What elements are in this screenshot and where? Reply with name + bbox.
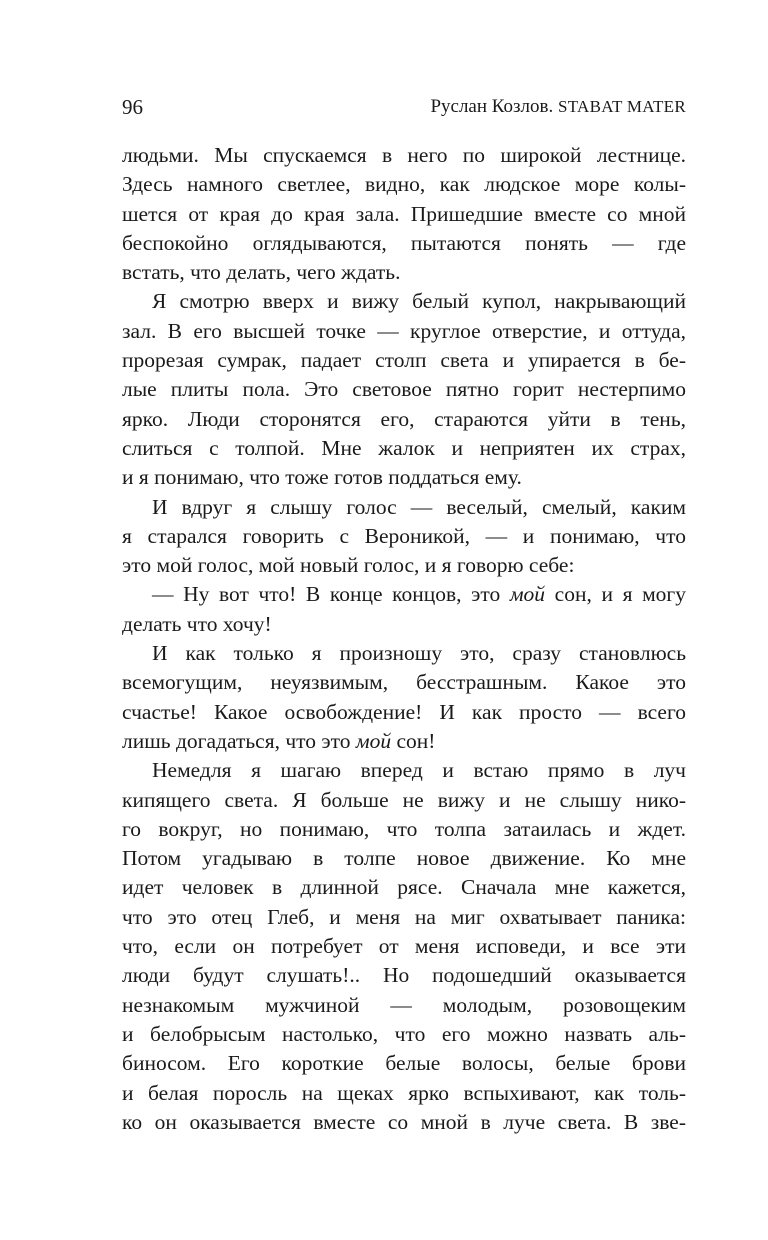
emphasis: мой	[355, 728, 392, 753]
header-book-title: STABAT MATER	[557, 97, 686, 116]
text-line: всемогущим, неуязвимым, бесстрашным. Какое это	[122, 670, 686, 695]
paragraph-6	[122, 756, 686, 1137]
text-line: это мой голос, мой новый голос, и я говорю себе:	[122, 553, 575, 578]
text-line: ко он оказывается вместе со мной в луче света. В зве-	[122, 1109, 686, 1134]
text-line: шется от края до края зала. Пришедшие вместе со мной	[122, 201, 686, 226]
text-line: биносом. Его короткие белые волосы, белые брови	[122, 1051, 686, 1076]
header-author: Руслан Козлов.	[430, 96, 554, 117]
text-line: И вдруг я слышу голос — веселый, смелый, каким	[152, 494, 686, 519]
text-line: ярко. Люди сторонятся его, стараются уйти в тень,	[122, 406, 686, 431]
text-line: людьми. Мы спускаемся в него по широкой лестнице.	[122, 143, 686, 167]
text-line	[122, 580, 686, 609]
text-line: беспокойно оглядываются, пытаются понять — где	[122, 230, 686, 255]
text-line: что, если он потребует от меня исповеди, и все эти	[122, 934, 686, 959]
text-line: что это отец Глеб, и меня на миг охватывает паника:	[122, 904, 686, 929]
text-line: прорезая сумрак, падает столп света и упирается в бе-	[122, 348, 686, 373]
text-line: лые плиты пола. Это световое пятно горит нестерпимо	[122, 377, 686, 402]
text-run: лишь догадаться, что это	[122, 728, 356, 753]
text-line: Немедля я шагаю вперед и встаю прямо в луч	[152, 758, 686, 783]
text-line: И как только я произношу это, сразу становлюсь	[152, 641, 686, 666]
text-line: люди будут слушать!.. Но подошедший оказывается	[122, 963, 686, 988]
text-line: незнакомым мужчиной — молодым, розовощеким	[122, 992, 686, 1017]
text-line: делать что хочу!	[122, 611, 272, 636]
running-header	[430, 94, 686, 120]
paragraph-3	[122, 493, 686, 581]
text-line: зал. В его высшей точке — круглое отверстие, и оттуда,	[122, 318, 686, 343]
text-line: встать, что делать, чего ждать.	[122, 260, 401, 285]
text-line	[122, 727, 686, 756]
emphasis: мой	[509, 582, 546, 607]
paragraph-1	[122, 141, 686, 287]
text-line: идет человек в длинной рясе. Сначала мне кажется,	[122, 875, 686, 900]
text-line: счастье! Какое освобождение! И как просто — всего	[122, 699, 686, 724]
text-line: и белобрысым настолько, что его можно назвать аль-	[122, 1021, 686, 1046]
text-run: сон, и я могу	[545, 582, 686, 607]
text-line: го вокруг, но понимаю, что толпа затаилась и ждет.	[122, 816, 686, 841]
text-line: Здесь намного светлее, видно, как людское море колы-	[122, 172, 686, 197]
text-line: я старался говорить с Вероникой, — и понимаю, что	[122, 523, 686, 548]
text-line: Я смотрю вверх и вижу белый купол, накрывающий	[152, 289, 686, 314]
body-text	[122, 141, 686, 1137]
paragraph-5	[122, 639, 686, 756]
paragraph-2	[122, 287, 686, 492]
text-line: кипящего света. Я больше не вижу и не слышу нико-	[122, 787, 686, 812]
text-run: — Ну вот что! В конце концов, это	[152, 582, 510, 607]
text-line: и я понимаю, что тоже готов поддаться ему.	[122, 465, 522, 490]
text-line: Потом угадываю в толпе новое движение. Ко мне	[122, 846, 686, 871]
paragraph-4-dialogue	[122, 580, 686, 639]
text-line: и белая поросль на щеках ярко вспыхивают, как толь-	[122, 1080, 686, 1105]
text-run: сон!	[391, 728, 436, 753]
page-number: 96	[122, 95, 143, 119]
text-line: слиться с толпой. Мне жалок и неприятен их страх,	[122, 435, 686, 460]
